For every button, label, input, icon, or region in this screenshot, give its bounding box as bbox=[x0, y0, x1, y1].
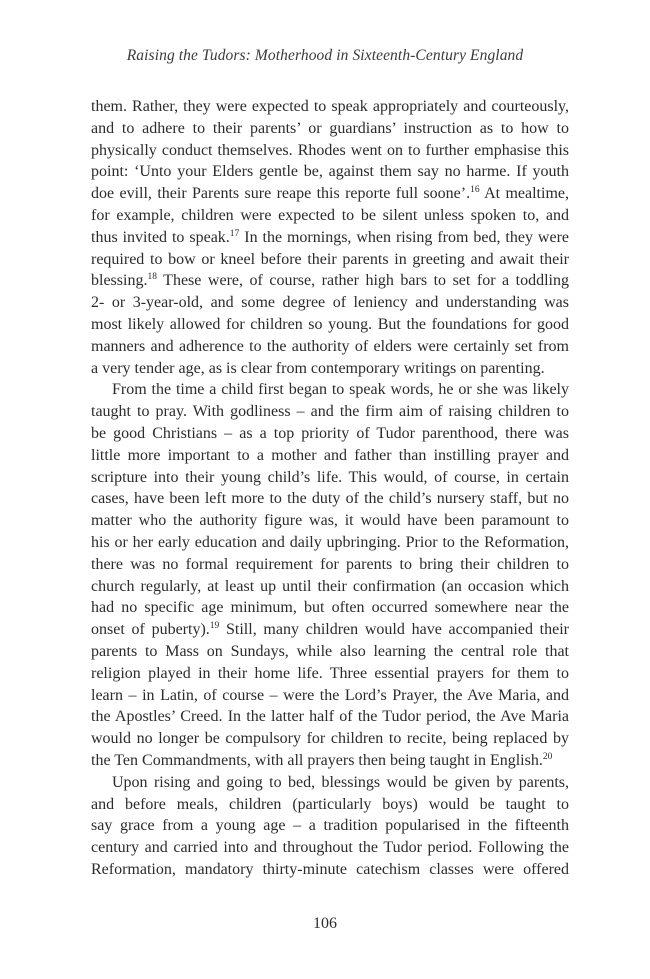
text-segment: little more important to a mother and father than instilling prayer and bbox=[91, 446, 569, 464]
text-segment: the Apostles’ Creed. In the latter half of the Tudor period, the Ave Maria bbox=[91, 708, 569, 726]
footnote-marker: 16 bbox=[470, 185, 480, 196]
text-segment: taught to pray. With godliness – and the firm aim of raising children to bbox=[91, 403, 569, 421]
text-segment: These were, of course, rather high bars to set for a toddling bbox=[156, 272, 569, 290]
text-segment: doe evill, their Parents sure reape this reporte full soone’. bbox=[91, 185, 471, 203]
text-segment: had no specific age minimum, but often occurred somewhere near the bbox=[91, 599, 569, 617]
text-segment: his or her early education and daily upbringing. Prior to the Reformation, bbox=[91, 533, 569, 551]
text-line bbox=[91, 118, 569, 140]
text-line bbox=[91, 510, 569, 532]
text-line bbox=[91, 183, 569, 205]
text-line bbox=[91, 423, 569, 445]
text-line bbox=[91, 270, 569, 292]
text-line bbox=[91, 685, 569, 707]
text-segment: church regularly, at least up until their confirmation (an occasion which bbox=[91, 577, 569, 595]
text-segment: and before meals, children (particularly boys) would be taught to bbox=[91, 795, 569, 813]
text-line bbox=[91, 336, 569, 358]
text-segment: thus invited to speak. bbox=[91, 228, 230, 246]
text-segment: and to adhere to their parents’ or guardians’ instruction as to how to bbox=[91, 119, 569, 137]
text-segment: them. Rather, they were expected to speak appropriately and courteously, bbox=[91, 98, 569, 115]
text-segment: a very tender age, as is clear from contemporary writings on parenting. bbox=[91, 359, 545, 377]
text-line bbox=[91, 619, 569, 641]
text-line bbox=[91, 815, 569, 837]
body-text bbox=[91, 96, 569, 881]
footnote-marker: 20 bbox=[542, 751, 553, 762]
text-line bbox=[91, 663, 569, 685]
footnote-marker: 19 bbox=[209, 621, 220, 632]
text-line bbox=[91, 445, 569, 467]
text-segment: most likely allowed for children so young. But the foundations for good bbox=[91, 315, 569, 333]
text-line bbox=[91, 576, 569, 598]
text-line bbox=[91, 205, 569, 227]
text-line bbox=[91, 641, 569, 663]
text-line bbox=[91, 249, 569, 271]
footnote-marker: 18 bbox=[147, 272, 157, 283]
running-head: Raising the Tudors: Motherhood in Sixteenth-Century England bbox=[126, 47, 524, 64]
text-line bbox=[91, 532, 569, 554]
text-segment: say grace from a young age – a tradition popularised in the fifteenth bbox=[91, 817, 569, 835]
text-segment: physically conduct themselves. Rhodes went on to further emphasise this bbox=[91, 141, 569, 159]
text-segment: Upon rising and going to bed, blessings would be given by parents, bbox=[112, 773, 569, 791]
text-line bbox=[91, 837, 569, 859]
text-segment: scripture into their young child’s life. This would, of course, in certain bbox=[91, 468, 569, 486]
text-segment: Still, many children would have accompanied their bbox=[219, 621, 569, 639]
text-line bbox=[91, 772, 569, 794]
text-segment: At mealtime, bbox=[479, 185, 569, 203]
text-line bbox=[91, 96, 569, 118]
text-segment: point: ‘Unto your Elders gentle be, against them say no harme. If youth bbox=[91, 163, 569, 181]
text-line bbox=[91, 706, 569, 728]
text-line bbox=[91, 859, 569, 881]
text-segment: be good Christians – as a top priority of Tudor parenthood, there was bbox=[91, 424, 569, 442]
text-line bbox=[91, 488, 569, 510]
text-segment: Reformation, mandatory thirty-minute catechism classes were offered bbox=[91, 860, 569, 878]
text-line bbox=[91, 467, 569, 489]
text-segment: the Ten Commandments, with all prayers then being taught in English. bbox=[91, 751, 543, 769]
text-line bbox=[91, 597, 569, 619]
text-segment: blessing. bbox=[91, 272, 148, 290]
text-line bbox=[91, 314, 569, 336]
text-segment: parents to Mass on Sundays, while also learning the central role that bbox=[91, 642, 569, 660]
text-line bbox=[91, 554, 569, 576]
text-line bbox=[91, 794, 569, 816]
text-segment: century and carried into and throughout the Tudor period. Following the bbox=[91, 839, 569, 857]
text-segment: 2- or 3-year-old, and some degree of leniency and understanding was bbox=[91, 294, 569, 312]
text-segment: for example, children were expected to be silent unless spoken to, and bbox=[91, 206, 569, 224]
text-line bbox=[91, 227, 569, 249]
text-line bbox=[91, 140, 569, 162]
text-line bbox=[91, 401, 569, 423]
text-segment: learn – in Latin, of course – were the Lord’s Prayer, the Ave Maria, and bbox=[91, 686, 569, 704]
text-segment: required to bow or kneel before their parents in greeting and await their bbox=[91, 250, 569, 268]
text-segment: From the time a child first began to speak words, he or she was likely bbox=[112, 381, 569, 399]
text-line bbox=[91, 379, 569, 401]
text-segment: manners and adherence to the authority of elders were certainly set from bbox=[91, 337, 569, 355]
text-segment: cases, have been left more to the duty of the child’s nursery staff, but no bbox=[91, 490, 569, 508]
text-line bbox=[91, 292, 569, 314]
text-line bbox=[91, 161, 569, 183]
text-line bbox=[91, 358, 569, 380]
text-line bbox=[91, 750, 569, 772]
text-segment: there was no formal requirement for parents to bring their children to bbox=[91, 555, 569, 573]
text-line bbox=[91, 728, 569, 750]
text-segment: onset of puberty). bbox=[91, 621, 210, 639]
footnote-marker: 17 bbox=[229, 228, 240, 239]
page-number: 106 bbox=[313, 915, 337, 932]
text-segment: matter who the authority figure was, it would have been paramount to bbox=[91, 512, 569, 530]
text-segment: In the mornings, when rising from bed, they were bbox=[239, 228, 569, 246]
text-segment: religion played in their home life. Three essential prayers for them to bbox=[91, 664, 569, 682]
text-segment: would no longer be compulsory for children to recite, being replaced by bbox=[91, 730, 569, 748]
